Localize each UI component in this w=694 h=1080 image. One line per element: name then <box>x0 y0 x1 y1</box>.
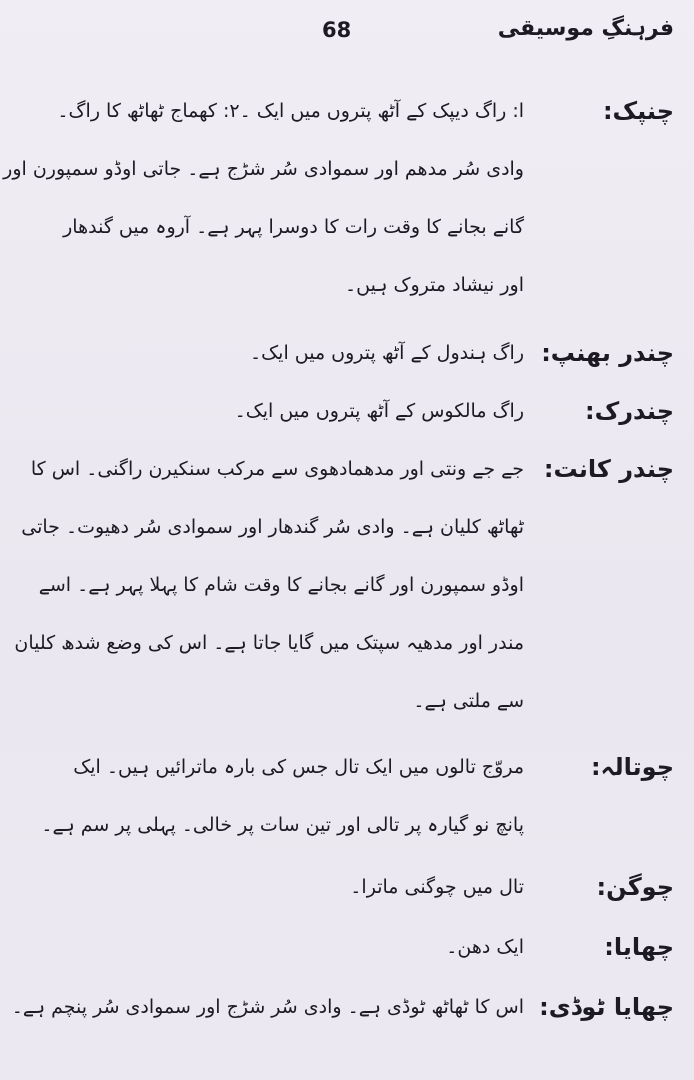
entry-term: چھایا ٹوڈی: <box>539 993 674 1021</box>
definition-line: پانچ نو گیارہ پر تالی اور تین سات پر خالی۔ پہلی پر سم ہے۔ <box>41 814 524 836</box>
page-number: 68 <box>322 18 352 42</box>
entry-term: چندر بھنپ: <box>541 339 674 367</box>
entry-term: چنپک: <box>602 97 674 125</box>
entry-term: چھایا: <box>604 933 674 961</box>
entry-definition <box>3 82 674 314</box>
entry-definition <box>14 440 674 730</box>
entry-term: چوگن: <box>596 873 674 901</box>
definition-line: راگ ہندول کے آٹھ پتروں میں ایک۔ <box>250 342 524 364</box>
definition-line: وادی سُر مدھم اور سموادی سُر شڑج ہے۔ جاتی اوڈو سمپورن اور <box>3 158 524 180</box>
definition-line: تال میں چوگنی ماترا۔ <box>350 876 524 898</box>
definition-line: گانے بجانے کا وقت رات کا دوسرا پہر ہے۔ آروہ میں گندھار <box>63 216 524 238</box>
definition-line: ایک دھن۔ <box>446 936 524 958</box>
definition-line: مندر اور مدھیہ سپتک میں گایا جاتا ہے۔ اس کی وضع شدھ کلیان <box>14 632 524 654</box>
page-header <box>0 16 694 56</box>
definition-line: ا: راگ دیپک کے آٹھ پتروں میں ایک ۔۲: کھماج ٹھاٹھ کا راگ۔ <box>57 100 524 122</box>
entry-definition <box>24 324 524 382</box>
entry-term: چندرک: <box>585 397 674 425</box>
entry-definition <box>11 978 524 1036</box>
definition-line: مروّج تالوں میں ایک تال جس کی بارہ ماترائیں ہیں۔ ایک <box>73 756 524 778</box>
definition-line: راگ مالکوس کے آٹھ پتروں میں ایک۔ <box>234 400 524 422</box>
entry-definition <box>24 738 674 854</box>
definition-line: سے ملتی ہے۔ <box>413 690 524 712</box>
entry-definition <box>24 918 524 976</box>
entry-definition <box>24 382 524 440</box>
definition-line: اوڈو سمپورن اور گانے بجانے کا وقت شام کا پہلا پہر ہے۔ اسے <box>38 574 524 596</box>
definition-line: جے جے ونتی اور مدھمادھوی سے مرکب سنکیرن راگنی۔ اس کا <box>30 458 524 480</box>
entry-definition <box>24 858 524 916</box>
entry-term: چوتالہ: <box>590 753 674 781</box>
running-title: فرہنگِ موسیقی <box>497 16 674 41</box>
entry-term: چندر کانت: <box>543 455 674 483</box>
definition-line: ٹھاٹھ کلیان ہے۔ وادی سُر گندھار اور سموادی سُر دھیوت۔ جاتی <box>21 516 524 538</box>
definition-line: اور نیشاد متروک ہیں۔ <box>344 274 524 296</box>
definition-line: اس کا ٹھاٹھ ٹوڈی ہے۔ وادی سُر شڑج اور سموادی سُر پنچم ہے۔ <box>11 996 524 1018</box>
